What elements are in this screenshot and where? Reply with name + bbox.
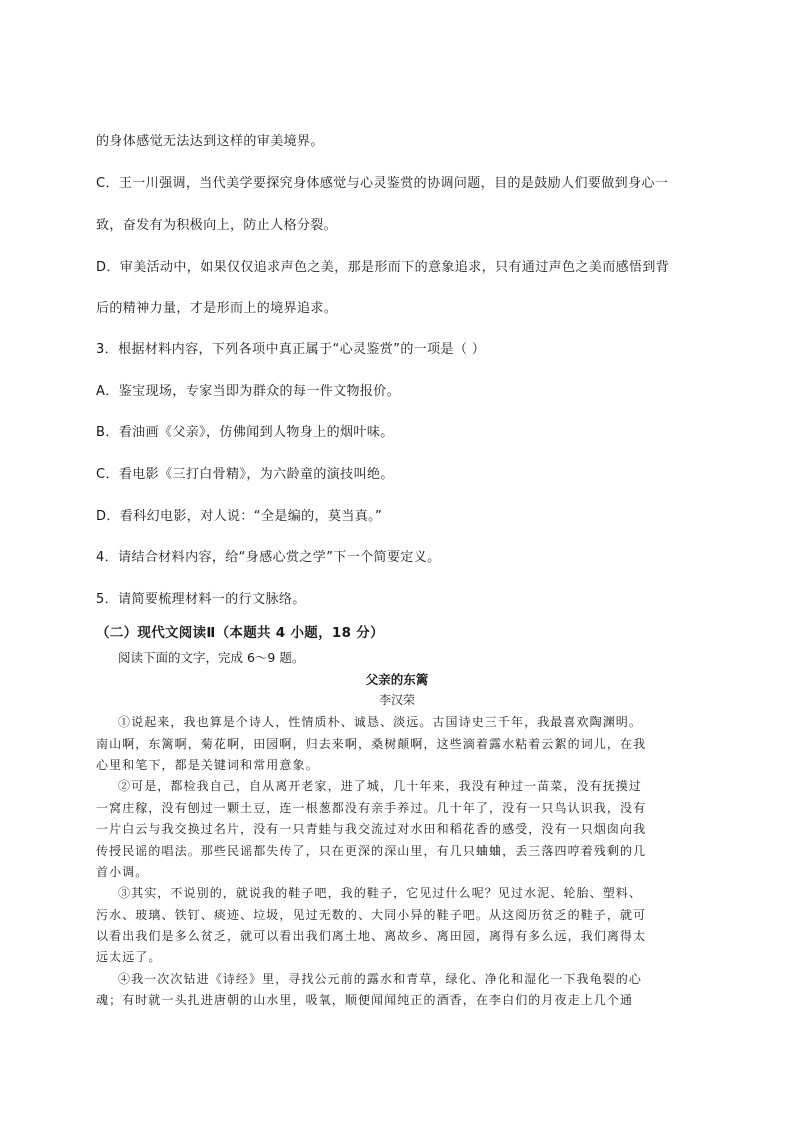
article-line: 魂；有时就一头扎进唐朝的山水里，吸氧，顺便闻闻纯正的酒香，在李白们的月夜走上几个通 (96, 993, 634, 1007)
article-line: ③其实，不说别的，就说我的鞋子吧，我的鞋子，它见过什么呢？见过水泥、轮胎、塑料、 (118, 886, 643, 900)
article-line: 一片白云与我交换过名片，没有一只青蛙与我交流过对水田和稻花香的感受，没有一只烟囱向我 (96, 822, 647, 836)
option-c-line-2: 致，奋发有为积极向上，防止人格分裂。 (96, 218, 338, 233)
option-d-line-1: D．审美活动中，如果仅仅追求声色之美，那是形而下的意象追求，只有通过声色之美而感悟到背 (96, 260, 670, 275)
article-title: 父亲的东篱 (365, 672, 429, 687)
question-3-option-b: B．看油画《父亲》，仿佛闻到人物身上的烟叶味。 (96, 425, 394, 440)
article-line: 一窝庄稼，没有刨过一颗土豆，连一根葱都没有亲手养过。几十年了，没有一只鸟认识我，没有 (96, 801, 647, 815)
article-line: 传授民谣的唱法。那些民谣都失传了，只在更深的深山里，有几只蛐蛐，丢三落四哼着残剩的几 (96, 844, 647, 858)
article-line: 心里和笔下，都是关键词和常用意象。 (96, 758, 319, 772)
section-heading: （二）现代文阅读Ⅱ（本题共 4 小题，18 分） (96, 625, 384, 641)
article-line: ④我一次次钻进《诗经》里，寻找公元前的露水和青草，绿化、净化和湿化一下我龟裂的心 (118, 972, 643, 986)
question-3-option-c: C．看电影《三打白骨精》，为六龄童的演技叫绝。 (96, 467, 394, 482)
article-line: 污水、玻璃、铁钉、痰迹、垃圾，见过无数的、大同小异的鞋子吧。从这阅历贫乏的鞋子，就可 (96, 908, 647, 922)
article-line: 首小调。 (96, 865, 149, 879)
article-line: 远太远了。 (96, 950, 162, 964)
article-line: ②可是，都检我自己，自从离开老家，进了城，几十年来，我没有种过一苗菜，没有抚摸过 (118, 779, 643, 793)
section-instruction: 阅读下面的文字，完成 6～9 题。 (118, 650, 305, 665)
question-3-option-a: A．鉴宝现场，专家当即为群众的每一件文物报价。 (96, 384, 401, 399)
question-5: 5．请简要梳理材料一的行文脉络。 (96, 592, 306, 607)
question-4: 4．请结合材料内容，给“身感心赏之学”下一个简要定义。 (96, 550, 441, 565)
question-3-stem: 3．根据材料内容，下列各项中真正属于“心灵鉴赏”的一项是（ ） (96, 342, 486, 357)
article-line: ①说起来，我也算是个诗人，性情质朴、诚恳、淡远。古国诗史三千年，我最喜欢陶渊明。 (118, 715, 643, 729)
option-b-continuation: 的身体感觉无法达到这样的审美境界。 (96, 134, 324, 149)
article-author: 李汉荣 (378, 693, 415, 707)
question-3-option-d: D．看科幻电影，对人说：“全是编的，莫当真。” (96, 509, 383, 524)
option-d-line-2: 后的精神力量，才是形而上的境界追求。 (96, 301, 338, 316)
article-line: 以看出我们是多么贫乏，就可以看出我们离土地、离故乡、离田园，离得有多么远，我们离得太 (96, 929, 647, 943)
article-line: 南山啊，东篱啊，菊花啊，田园啊，归去来啊，桑树颠啊，这些滴着露水粘着云絮的词儿，在我 (96, 737, 647, 751)
option-c-line-1: C．王一川强调，当代美学要探究身体感觉与心灵鉴赏的协调问题，目的是鼓励人们要做到身心一 (96, 176, 669, 191)
